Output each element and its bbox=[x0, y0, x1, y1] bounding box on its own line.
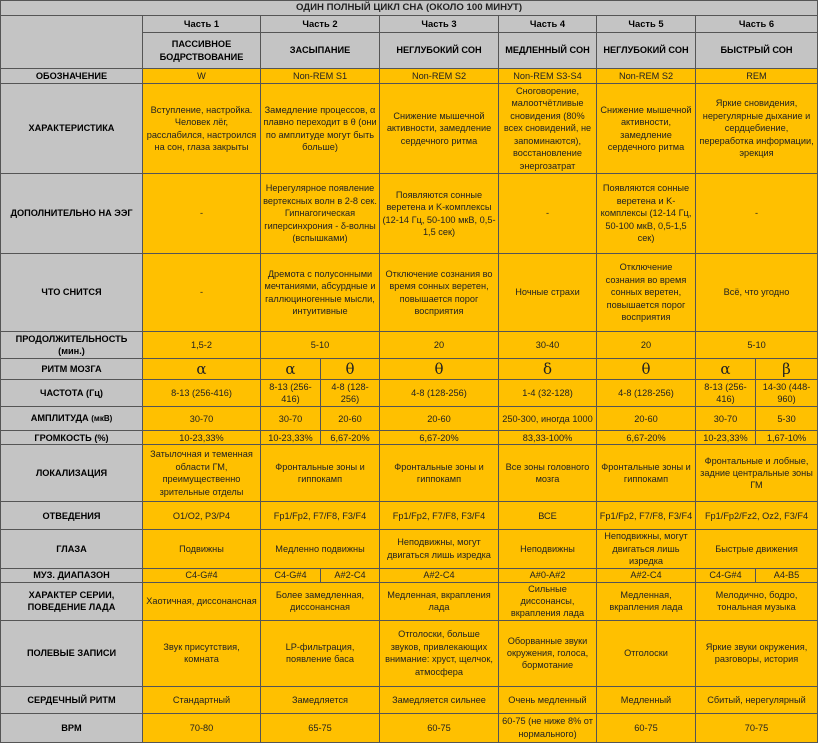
cell: Оборванные звуки окружения, голоса, бормотание bbox=[499, 620, 597, 686]
cell: 1,5-2 bbox=[143, 332, 261, 359]
cell: 65-75 bbox=[261, 713, 380, 742]
stage-header: НЕГЛУБОКИЙ СОН bbox=[597, 33, 696, 69]
rhythm-cell: α bbox=[143, 359, 261, 380]
stage-header: МЕДЛЕННЫЙ СОН bbox=[499, 33, 597, 69]
cell: Медленная, вкрапления лада bbox=[380, 582, 499, 620]
stage-header: ЗАСЫПАНИЕ bbox=[261, 33, 380, 69]
cell: Очень медленный bbox=[499, 686, 597, 713]
cell: Яркие сновидения, нерегулярные дыхание и сердцебиение, переработка информации, эрекция bbox=[696, 84, 818, 174]
row-label: ХАРАКТЕР СЕРИИ, ПОВЕДЕНИЕ ЛАДА bbox=[1, 582, 143, 620]
row-label: СЕРДЕЧНЫЙ РИТМ bbox=[1, 686, 143, 713]
cell: Быстрые движения bbox=[696, 530, 818, 568]
cell: 8-13 (256-416) bbox=[143, 380, 261, 407]
corner-cell bbox=[1, 16, 143, 69]
cell: A#0-A#2 bbox=[499, 568, 597, 582]
rhythm-cell: β bbox=[756, 359, 818, 380]
cell: Fp1/Fp2, F7/F8, F3/F4 bbox=[380, 502, 499, 530]
cell: Non-REM S3-S4 bbox=[499, 69, 597, 84]
cell: ВСЕ bbox=[499, 502, 597, 530]
rhythm-cell: α bbox=[261, 359, 321, 380]
row-label: ПРОДОЛЖИТЕЛЬНОСТЬ (мин.) bbox=[1, 332, 143, 359]
cell: Fp1/Fp2, F7/F8, F3/F4 bbox=[261, 502, 380, 530]
cell: 10-23,33% bbox=[261, 431, 321, 445]
cell: 10-23,33% bbox=[143, 431, 261, 445]
rhythm-cell: δ bbox=[499, 359, 597, 380]
cell: Отключение сознания во время сонных веретен, повышается порог восприятия bbox=[597, 254, 696, 332]
cell: Non-REM S2 bbox=[380, 69, 499, 84]
rhythm-cell: α bbox=[696, 359, 756, 380]
cell: - bbox=[499, 174, 597, 254]
row-label: ГЛАЗА bbox=[1, 530, 143, 568]
part-header: Часть 1 bbox=[143, 16, 261, 33]
cell: Нерегулярное появление вертексных волн в 2-8 сек. Гипнагогическая гиперсинхрония - δ-волны (вспышками) bbox=[263, 183, 377, 244]
row-label: РИТМ МОЗГА bbox=[1, 359, 143, 380]
cell: Медленная, вкрапления лада bbox=[597, 582, 696, 620]
cell: Сбитый, нерегулярный bbox=[696, 686, 818, 713]
part-header: Часть 2 bbox=[261, 16, 380, 33]
cell: Замедляется bbox=[261, 686, 380, 713]
cell: Неподвижны bbox=[499, 530, 597, 568]
cell: 30-70 bbox=[696, 407, 756, 431]
cell: Появляются сонные веретена и K-комплексы (12-14 Гц, 50-100 мкВ, 0,5-1,5 сек) bbox=[597, 174, 696, 254]
cell: Ночные страхи bbox=[499, 254, 597, 332]
cell: 8-13 (256-416) bbox=[261, 380, 321, 407]
cell: W bbox=[143, 69, 261, 84]
row-label: ЛОКАЛИЗАЦИЯ bbox=[1, 445, 143, 502]
cell: Фронтальные и лобные, задние центральные зоны ГМ bbox=[696, 445, 818, 502]
cell: 4-8 (128-256) bbox=[380, 380, 499, 407]
cell: Отключение сознания во время сонных веретен, повышается порог восприятия bbox=[380, 254, 499, 332]
cell: Замедление процессов, α плавно переходит в θ (они по амплитуде могут быть больше) bbox=[261, 84, 380, 174]
cell: A4-B5 bbox=[756, 568, 818, 582]
cell: 20-60 bbox=[380, 407, 499, 431]
cell: 70-75 bbox=[696, 713, 818, 742]
cell: Подвижны bbox=[143, 530, 261, 568]
cell: 5-10 bbox=[696, 332, 818, 359]
row-label: ОТВЕДЕНИЯ bbox=[1, 502, 143, 530]
cell: - bbox=[143, 174, 261, 254]
cell: Дремота с полусонными мечтаниями, абсурдные и галлюциногенные мысли, интуитивные bbox=[264, 268, 376, 316]
cell: Звук присутствия, комната bbox=[143, 620, 261, 686]
part-header: Часть 3 bbox=[380, 16, 499, 33]
cell: 30-40 bbox=[499, 332, 597, 359]
part-header: Часть 4 bbox=[499, 16, 597, 33]
cell: Fp1/Fp2, F7/F8, F3/F4 bbox=[597, 502, 696, 530]
cell: Неподвижны, могут двигаться лишь изредка bbox=[597, 530, 696, 568]
cell: Мелодично, бодро, тональная музыка bbox=[696, 582, 818, 620]
cell: Снижение мышечной активности, замедление сердечного ритма bbox=[597, 84, 696, 174]
row-label: МУЗ. ДИАПАЗОН bbox=[1, 568, 143, 582]
stage-header: НЕГЛУБОКИЙ СОН bbox=[380, 33, 499, 69]
cell: Снижение мышечной активности, замедление сердечного ритма bbox=[380, 84, 499, 174]
cell: 4-8 (128-256) bbox=[321, 380, 380, 407]
cell: LP-фильтрация, появление баса bbox=[261, 620, 380, 686]
cell: Сильные диссонансы, вкрапления лада bbox=[499, 582, 597, 620]
rhythm-cell: θ bbox=[597, 359, 696, 380]
cell: 1-4 (32-128) bbox=[499, 380, 597, 407]
cell: 60-75 (не ниже 8% от нормального) bbox=[499, 713, 597, 742]
cell: Фронтальные зоны и гиппокамп bbox=[597, 445, 696, 502]
cell: 83,33-100% bbox=[499, 431, 597, 445]
cell: Вступление, настройка. Человек лёг, расслабился, настроился на сон, глаза закрыты bbox=[143, 84, 261, 174]
cell: - bbox=[696, 174, 818, 254]
cell: Появляются сонные веретена и K-комплексы (12-14 Гц, 50-100 мкВ, 0,5-1,5 сек) bbox=[380, 174, 499, 254]
cell: Non-REM S2 bbox=[597, 69, 696, 84]
cell: 30-70 bbox=[261, 407, 321, 431]
cell: Более замедленная, диссонансная bbox=[261, 582, 380, 620]
cell: Неподвижны, могут двигаться лишь изредка bbox=[380, 530, 499, 568]
cell: - bbox=[143, 254, 261, 332]
cell: 60-75 bbox=[380, 713, 499, 742]
cell: 250-300, иногда 1000 bbox=[499, 407, 597, 431]
cell: Фронтальные зоны и гиппокамп bbox=[261, 445, 380, 502]
row-label: АМПЛИТУДА (мкВ) bbox=[1, 407, 143, 431]
cell: 1,67-10% bbox=[756, 431, 818, 445]
cell: A#2-C4 bbox=[597, 568, 696, 582]
cell: A#2-C4 bbox=[380, 568, 499, 582]
cell: 20 bbox=[597, 332, 696, 359]
cell: Затылочная и теменная области ГМ, преимущественно зрительные отделы bbox=[143, 445, 261, 502]
row-label: ГРОМКОСТЬ (%) bbox=[1, 431, 143, 445]
cell: 6,67-20% bbox=[321, 431, 380, 445]
cell: 14-30 (448-960) bbox=[756, 380, 818, 407]
cell: Стандартный bbox=[143, 686, 261, 713]
part-header: Часть 5 bbox=[597, 16, 696, 33]
cell: 30-70 bbox=[143, 407, 261, 431]
cell: 6,67-20% bbox=[597, 431, 696, 445]
cell: 70-80 bbox=[143, 713, 261, 742]
row-label: ДОПОЛНИТЕЛЬНО НА ЭЭГ bbox=[1, 174, 143, 254]
row-label: ХАРАКТЕРИСТИКА bbox=[1, 84, 143, 174]
rhythm-cell: θ bbox=[380, 359, 499, 380]
cell: Всё, что угодно bbox=[696, 254, 818, 332]
row-label: ОБОЗНАЧЕНИЕ bbox=[1, 69, 143, 84]
cell: Отголоски bbox=[597, 620, 696, 686]
cell: 4-8 (128-256) bbox=[597, 380, 696, 407]
cell: Медленно подвижны bbox=[261, 530, 380, 568]
cell: 5-10 bbox=[261, 332, 380, 359]
table-title: ОДИН ПОЛНЫЙ ЦИКЛ СНА (ОКОЛО 100 МИНУТ) bbox=[1, 1, 818, 16]
cell: C4-G#4 bbox=[143, 568, 261, 582]
cell: A#2-C4 bbox=[321, 568, 380, 582]
cell: 6,67-20% bbox=[380, 431, 499, 445]
cell: Non-REM S1 bbox=[261, 69, 380, 84]
row-label: ЧАСТОТА (Гц) bbox=[1, 380, 143, 407]
part-header: Часть 6 bbox=[696, 16, 818, 33]
row-label: ПОЛЕВЫЕ ЗАПИСИ bbox=[1, 620, 143, 686]
cell: 5-30 bbox=[756, 407, 818, 431]
row-label: ЧТО СНИТСЯ bbox=[1, 254, 143, 332]
cell: Фронтальные зоны и гиппокамп bbox=[380, 445, 499, 502]
cell: Хаотичная, диссонансная bbox=[143, 582, 261, 620]
cell: 20 bbox=[380, 332, 499, 359]
stage-header: БЫСТРЫЙ СОН bbox=[696, 33, 818, 69]
rhythm-cell: θ bbox=[321, 359, 380, 380]
cell: Fp1/Fp2/Fz2, Oz2, F3/F4 bbox=[696, 502, 818, 530]
cell: 60-75 bbox=[597, 713, 696, 742]
cell: Медленный bbox=[597, 686, 696, 713]
cell: 8-13 (256-416) bbox=[696, 380, 756, 407]
row-label: BPM bbox=[1, 713, 143, 742]
cell: 20-60 bbox=[321, 407, 380, 431]
cell: Замедляется сильнее bbox=[380, 686, 499, 713]
cell: Сноговорение, малоотчётливые сновидения (80% всех сновидений, не запоминаются), восстановление энергозатрат bbox=[503, 86, 592, 171]
cell: REM bbox=[696, 69, 818, 84]
cell: C4-G#4 bbox=[696, 568, 756, 582]
stage-header: ПАССИВНОЕ БОДРСТВОВАНИЕ bbox=[143, 33, 261, 69]
cell: O1/O2, P3/P4 bbox=[143, 502, 261, 530]
cell: Все зоны головного мозга bbox=[499, 445, 597, 502]
cell: Яркие звуки окружения, разговоры, история bbox=[696, 620, 818, 686]
cell: 10-23,33% bbox=[696, 431, 756, 445]
cell: 20-60 bbox=[597, 407, 696, 431]
cell: Отголоски, больше звуков, привлекающих внимание: хруст, щелчок, атмосфера bbox=[385, 629, 493, 677]
cell: C4-G#4 bbox=[261, 568, 321, 582]
